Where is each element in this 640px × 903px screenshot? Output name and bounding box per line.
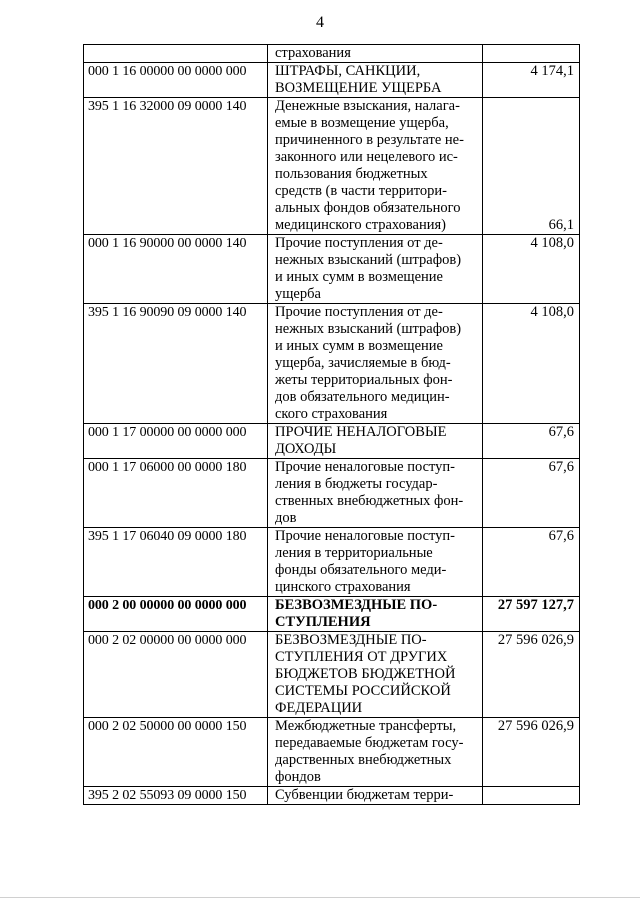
revenue-name-line: и иных сумм в возмещение	[275, 338, 443, 354]
revenue-name	[268, 304, 483, 424]
revenue-name-line: пользования бюджетных	[275, 166, 428, 182]
revenue-name	[268, 45, 483, 63]
revenue-name-line: нежных взысканий (штрафов)	[275, 321, 462, 337]
table-row	[84, 528, 580, 597]
revenue-amount: 66,1	[483, 98, 580, 235]
revenue-name-line: СТУПЛЕНИЯ	[275, 614, 371, 630]
revenue-name-line: СИСТЕМЫ РОССИЙСКОЙ	[275, 683, 451, 699]
revenue-name-line: законного или нецелевого ис-	[275, 149, 458, 165]
revenue-name-line: Субвенции бюджетам терри-	[275, 787, 454, 803]
revenue-name-line: Прочие неналоговые поступ-	[275, 459, 455, 475]
table-row	[84, 45, 580, 63]
revenue-name-line: БЕЗВОЗМЕЗДНЫЕ ПО-	[275, 597, 438, 613]
revenue-name-line: ления в территориальные	[275, 545, 433, 561]
revenue-amount: 27 597 127,7	[483, 597, 580, 632]
revenue-name-line: дов обязательного медицин-	[275, 389, 450, 405]
revenue-name	[268, 235, 483, 304]
revenue-amount: 27 596 026,9	[483, 632, 580, 718]
revenue-name-line: ШТРАФЫ, САНКЦИИ,	[275, 63, 421, 79]
revenue-name-line: страхования	[275, 45, 351, 61]
budget-classification-code: 395 1 17 06040 09 0000 180	[84, 528, 268, 597]
table-row	[84, 63, 580, 98]
revenue-name-line: жеты территориальных фон-	[275, 372, 453, 388]
revenue-amount: 67,6	[483, 528, 580, 597]
table-row	[84, 787, 580, 805]
revenue-name-line: ПРОЧИЕ НЕНАЛОГОВЫЕ	[275, 424, 447, 440]
table-row	[84, 632, 580, 718]
revenue-name-line: Прочие поступления от де-	[275, 235, 443, 251]
table-row	[84, 304, 580, 424]
revenue-name	[268, 632, 483, 718]
revenue-name-line: причиненного в результате не-	[275, 132, 464, 148]
revenue-name-line: Денежные взыскания, налага-	[275, 98, 460, 114]
revenue-amount: 67,6	[483, 424, 580, 459]
budget-classification-code: 000 2 00 00000 00 0000 000	[84, 597, 268, 632]
revenue-name	[268, 98, 483, 235]
budget-classification-code: 395 1 16 32000 09 0000 140	[84, 98, 268, 235]
revenue-name-line: БЮДЖЕТОВ БЮДЖЕТНОЙ	[275, 666, 456, 682]
budget-classification-code: 395 2 02 55093 09 0000 150	[84, 787, 268, 805]
revenue-name	[268, 528, 483, 597]
revenue-name	[268, 597, 483, 632]
revenue-name-line: нежных взысканий (штрафов)	[275, 252, 462, 268]
table-row	[84, 235, 580, 304]
table-row	[84, 597, 580, 632]
revenue-name-line: ДОХОДЫ	[275, 441, 337, 457]
table-body	[84, 45, 580, 805]
revenue-name-line: Межбюджетные трансферты,	[275, 718, 457, 734]
budget-classification-code: 000 1 17 00000 00 0000 000	[84, 424, 268, 459]
budget-classification-code: 395 1 16 90090 09 0000 140	[84, 304, 268, 424]
revenue-name-line: ВОЗМЕЩЕНИЕ УЩЕРБА	[275, 80, 442, 96]
revenue-amount	[483, 45, 580, 63]
table-row	[84, 459, 580, 528]
revenue-name-line: медицинского страхования)	[275, 217, 446, 233]
revenue-name-line: Прочие поступления от де-	[275, 304, 443, 320]
budget-revenue-table	[83, 44, 580, 805]
budget-classification-code: 000 1 16 90000 00 0000 140	[84, 235, 268, 304]
revenue-name-line: ФЕДЕРАЦИИ	[275, 700, 363, 716]
revenue-name-line: фондов	[275, 769, 321, 785]
revenue-amount: 27 596 026,9	[483, 718, 580, 787]
revenue-amount	[483, 787, 580, 805]
revenue-amount: 4 108,0	[483, 304, 580, 424]
revenue-amount: 4 108,0	[483, 235, 580, 304]
revenue-name-line: ственных внебюджетных фон-	[275, 493, 464, 509]
revenue-name-line: ущерба	[275, 286, 321, 302]
revenue-name-line: альных фондов обязательного	[275, 200, 461, 216]
revenue-name-line: ского страхования	[275, 406, 388, 422]
revenue-name-line: Прочие неналоговые поступ-	[275, 528, 455, 544]
revenue-name-line: дов	[275, 510, 297, 526]
budget-classification-code: 000 1 17 06000 00 0000 180	[84, 459, 268, 528]
table-row	[84, 98, 580, 235]
page-bottom-edge	[0, 897, 640, 898]
budget-classification-code: 000 1 16 00000 00 0000 000	[84, 63, 268, 98]
revenue-name-line: ущерба, зачисляемые в бюд-	[275, 355, 451, 371]
budget-classification-code: 000 2 02 50000 00 0000 150	[84, 718, 268, 787]
revenue-name	[268, 424, 483, 459]
revenue-name-line: дарственных внебюджетных	[275, 752, 452, 768]
budget-classification-code	[84, 45, 268, 63]
revenue-name-line: емые в возмещение ущерба,	[275, 115, 449, 131]
revenue-name	[268, 718, 483, 787]
revenue-name-line: цинского страхования	[275, 579, 411, 595]
revenue-name-line: средств (в части территори-	[275, 183, 448, 199]
revenue-amount: 4 174,1	[483, 63, 580, 98]
table-row	[84, 718, 580, 787]
table-row	[84, 424, 580, 459]
revenue-name-line: фонды обязательного меди-	[275, 562, 447, 578]
revenue-name	[268, 787, 483, 805]
revenue-name	[268, 459, 483, 528]
revenue-name-line: БЕЗВОЗМЕЗДНЫЕ ПО-	[275, 632, 427, 648]
revenue-amount: 67,6	[483, 459, 580, 528]
revenue-name-line: ления в бюджеты государ-	[275, 476, 438, 492]
revenue-name	[268, 63, 483, 98]
page-number: 4	[316, 14, 324, 31]
revenue-name-line: передаваемые бюджетам госу-	[275, 735, 464, 751]
revenue-name-line: СТУПЛЕНИЯ ОТ ДРУГИХ	[275, 649, 448, 665]
budget-classification-code: 000 2 02 00000 00 0000 000	[84, 632, 268, 718]
revenue-name-line: и иных сумм в возмещение	[275, 269, 443, 285]
